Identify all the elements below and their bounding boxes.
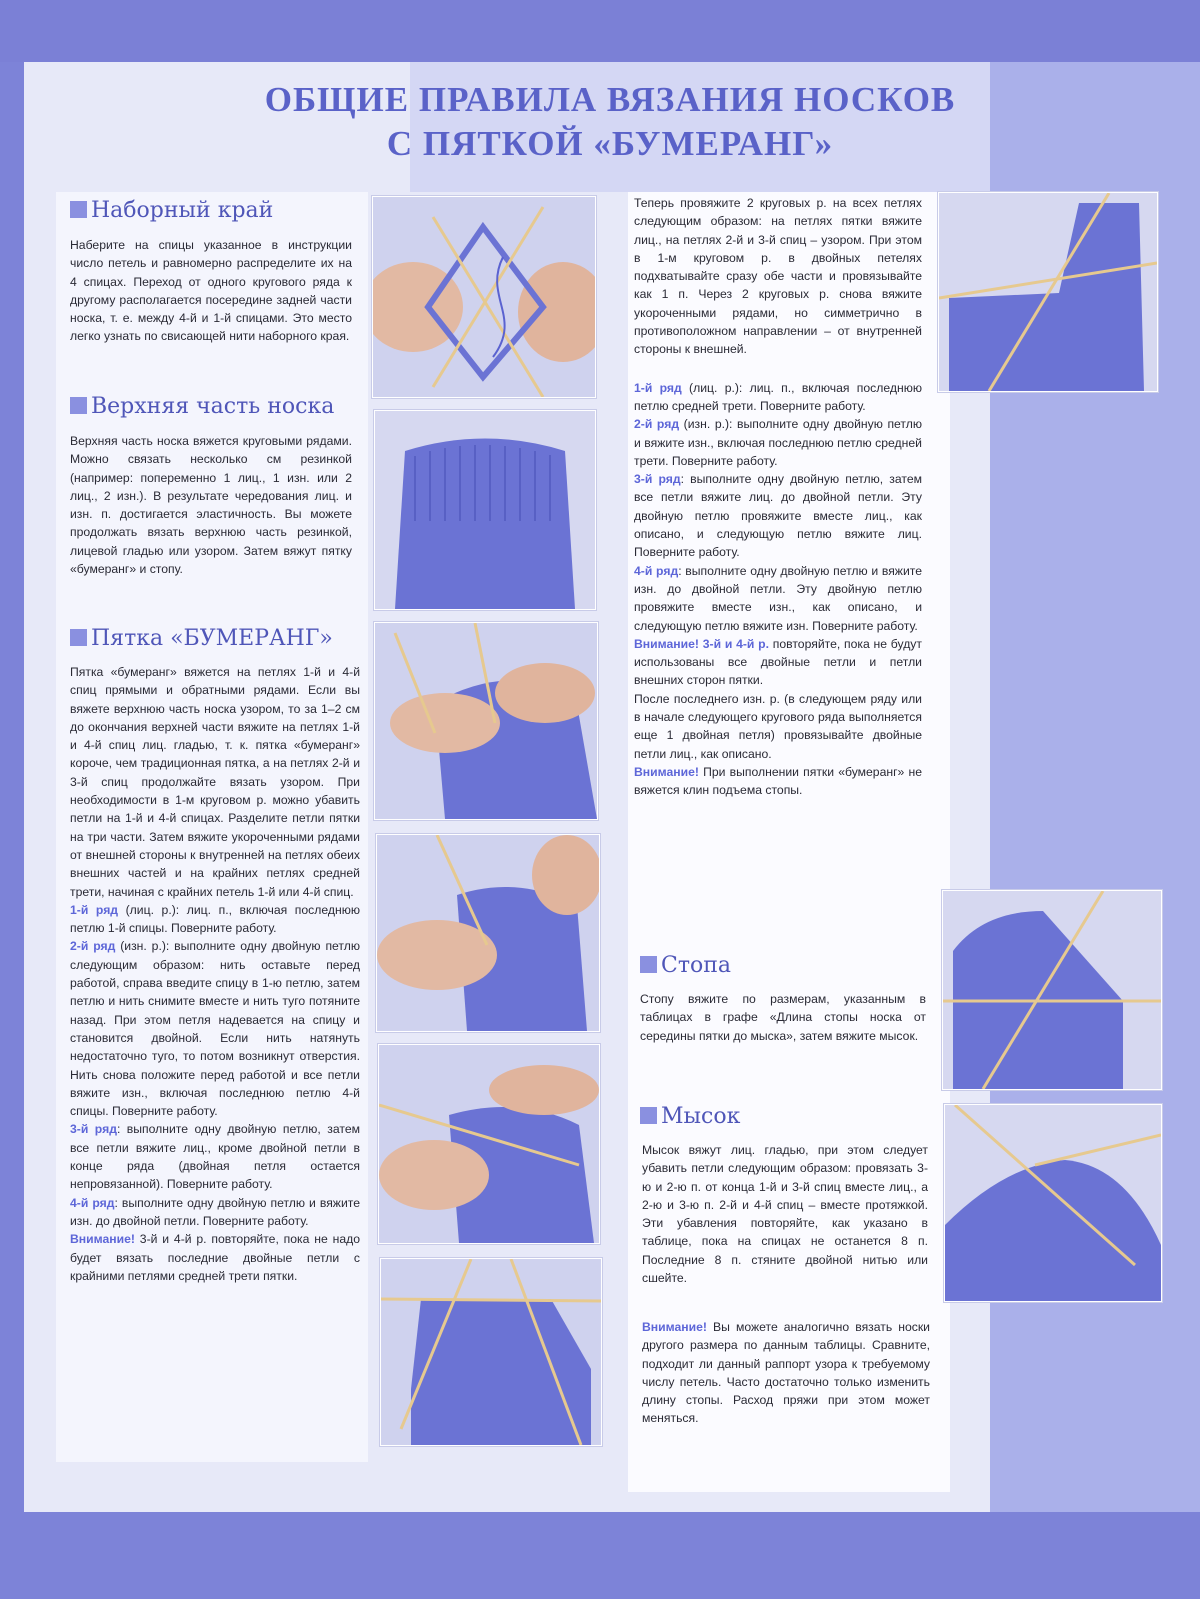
heading-upper-part: Верхняя часть носка [70, 394, 334, 419]
foot-text: Стопу вяжите по размерам, указанным в таблицах в графе «Длина стопы носка от середины пятки до мыска», затем вяжите мысок. [640, 992, 926, 1043]
heel-cont-text [634, 194, 922, 800]
heading-heel: Пятка «БУМЕРАНГ» [70, 626, 333, 651]
heel-intro: Пятка «бумеранг» вяжется на петлях 1-й и 4-й спиц прямыми и обратными рядами. Если вы вяжете верхнюю часть носка узором, то за 1–2 см до окончания верхней части вяжите на петлях 1-й и 4-й спиц лиц. гладью, т. к. пятка «бумеранг» короче, чем традиционная пятка, а на петлях 2-й и 3-й спиц продолжайте вязать узором. При необходимости в 1-м круговом р. можно убавить петли на 1-й и 4-й спицах. Разделите петли пятки на три части. Затем вяжите укороченными рядами от внешней стороны к внутренней на петлях обеих внешних частей и на крайних петлях средней трети, начиная с крайних петель 1-й или 4-й спиц. [70, 665, 360, 899]
page-title: ОБЩИЕ ПРАВИЛА ВЯЗАНИЯ НОСКОВ С ПЯТКОЙ «БУМЕРАНГ» [264, 80, 956, 163]
heel-row-1: 1-й ряд (лиц. р.): лиц. п., включая последнюю петлю 1-й спицы. Поверните работу. [70, 902, 360, 936]
photo-toe [944, 1104, 1162, 1302]
photo-heel-2 [376, 834, 600, 1032]
photo-foot [942, 890, 1162, 1090]
photo-heel-3 [378, 1044, 600, 1244]
heading-square-icon [70, 629, 87, 646]
photo-heel-1 [374, 622, 598, 820]
toe-text: Мысок вяжут лиц. гладью, при этом следует убавить петли следующим образом: провязать 3-ю и 2-ю п. от конца 1-й и 3-й спиц вместе лиц., а 2-ю и 3-ю п. 2-й и 4-й спиц – вместе протяжкой. Эти убавления повторяйте, как указано в таблице, пока на спицах не останется 8 п. Последние 8 п. стяните двойной нитью или сшейте. [642, 1143, 928, 1286]
photo-heel-1-svg [375, 623, 597, 819]
heel-cont-row-2: 2-й ряд (изн. р.): выполните одну двойную петлю и вяжите изн., включая последнюю петлю средней трети. Поверните работу. [634, 417, 922, 468]
heel-cont-note-1: Внимание! 3-й и 4-й р. повторяйте, пока не будут использованы все двойные петли и петли внешних сторон пятки. [634, 636, 922, 688]
heel-cont-row-1: 1-й ряд (лиц. р.): лиц. п., включая последнюю петлю средней трети. Поверните работу. [634, 380, 922, 413]
heading-cast-on: Наборный край [70, 198, 273, 223]
heel-cont-row-4: 4-й ряд: выполните одну двойную петлю и вяжите изн. до двойной петли. Эту двойную петлю провяжите вместе изн., как описано, и следующую петлю вяжите изн. Поверните работу. [634, 563, 922, 633]
cast-on-text: Наберите на спицы указанное в инструкции число петель и равномерно распределите их на 4 спицах. Переход от одного кругового ряда к другому располагается посередине задней части носка, т. е. между 4-й и 1-й спицами. Это место легко узнать по свисающей нити наборного края. [70, 238, 352, 344]
heel-row-2: 2-й ряд (изн. р.): выполните одну двойную петлю следующим образом: нить оставьте перед работой, справа введите спицу в 1-ю петлю, затем петлю и нить снимите вместе и нить туго потяните назад. При этом петля надевается на спицу и становится двойной. Если нить натянуть недостаточно туго, то потом возникнут отверстия. Нить снова положите перед работой и все петли вяжите изн., включая последнюю петлю 4-й спицы. Поверните работу. [70, 939, 360, 1119]
final-note: Внимание! Вы можете аналогично вязать носки другого размера по данным таблицы. Сравните, подходит ли данный раппорт узора к требуемому числу петель. Часто достаточно только изменить длину стопы. Расход пряжи при этом может меняться. [642, 1320, 930, 1426]
photo-heel-5 [938, 192, 1158, 392]
upper-part-text: Верхняя часть носка вяжется круговыми рядами. Можно связать несколько см резинкой (например: попеременно 1 лиц., 1 изн. или 2 лиц., 2 изн.). В результате чередования лиц. и изн. п. достигается эластичность. Вы можете продолжать вязать верхнюю часть резинкой, лицевой гладью или узором. Затем вяжут пятку «бумеранг» и стопу. [70, 434, 352, 577]
heel-cont-note-2: Внимание! При выполнении пятки «бумеранг» не вяжется клин подъема стопы. [634, 764, 922, 798]
photo-heel-3-svg [379, 1045, 599, 1243]
photo-toe-svg [945, 1105, 1161, 1301]
photo-heel-2-svg [377, 835, 599, 1031]
heading-square-icon [640, 1107, 657, 1124]
heading-square-icon [640, 956, 657, 973]
heading-foot: Стопа [640, 953, 731, 978]
heading-square-icon [70, 397, 87, 414]
heel-text [70, 663, 360, 1285]
photo-upper-part-svg [375, 411, 595, 609]
photo-heel-5-svg [939, 193, 1157, 391]
photo-heel-4-svg [381, 1259, 601, 1445]
bottom-band [0, 1512, 1200, 1599]
heading-square-icon [70, 201, 87, 218]
heel-cont-intro: Теперь провяжите 2 круговых р. на всех петлях следующим образом: на петлях пятки вяжите лиц., на петлях 2-й и 3-й спиц – узором. При этом в 1-м круговом р. в двойных петелях подхватывайте сразу обе части и провязывайте как 1 п. Через 2 круговых р. снова вяжите укороченными рядами, но симметрично в противоположном направлении – от внутренней стороны к внешней. [634, 196, 922, 357]
photo-foot-svg [943, 891, 1161, 1089]
heel-cont-after: После последнего изн. р. (в следующем ряду или в начале следующего кругового ряда выполняется еще 1 двойная петля) провязывайте двойные петли лиц., как описано. [634, 691, 922, 761]
photo-heel-4 [380, 1258, 602, 1446]
heel-cont-row-3: 3-й ряд: выполните одну двойную петлю, затем все петли вяжите лиц. до двойной петли. Эту двойную петлю провяжите вместе лиц., как описано, и следующую петлю вяжите лиц. Поверните работу. [634, 472, 922, 560]
photo-upper-part [374, 410, 596, 610]
photo-cast-on [372, 196, 596, 398]
heel-note: Внимание! 3-й и 4-й р. повторяйте, пока не надо будет вязать последние двойные петли с крайними петлями средней трети пятки. [70, 1232, 360, 1283]
top-band [0, 0, 1200, 62]
heel-row-3: 3-й ряд: выполните одну двойную петлю, затем все петли вяжите лиц., кроме двойной петли в конце ряда (двойная петля остается непровязанной). Поверните работу. [70, 1122, 360, 1192]
photo-cast-on-svg [373, 197, 595, 397]
heel-row-4: 4-й ряд: выполните одну двойную петлю и вяжите изн. до двойной петли. Поверните работу. [70, 1195, 360, 1228]
heading-toe: Мысок [640, 1104, 740, 1129]
